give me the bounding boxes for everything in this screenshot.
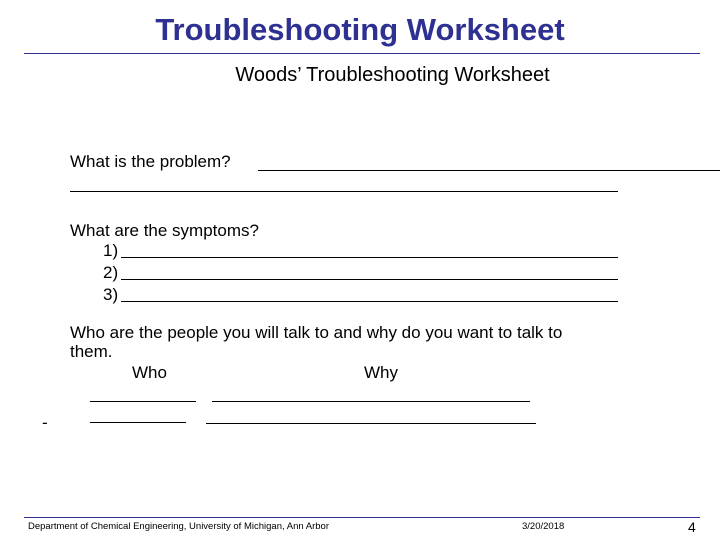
who-answer-line-2[interactable] [90,422,186,423]
symptom-number-2: 2) [103,263,119,282]
slide-title: Troubleshooting Worksheet [155,12,565,47]
why-column-header: Why [364,363,398,382]
bullet-dash: - [42,413,48,432]
symptom-number-1: 1) [103,241,119,260]
problem-answer-line-1[interactable] [258,170,720,171]
symptom-answer-line-2[interactable] [121,279,618,280]
who-answer-line-1[interactable] [90,401,196,402]
footer-divider [24,517,700,518]
worksheet-subtitle: Woods’ Troubleshooting Worksheet [235,64,550,86]
problem-answer-line-2[interactable] [70,191,618,192]
who-column-header: Who [132,363,167,382]
why-answer-line-2[interactable] [206,423,536,424]
footer-date: 3/20/2018 [522,521,565,532]
people-prompt-line-2: them. [70,342,113,361]
symptoms-prompt: What are the symptoms? [70,221,259,240]
symptom-answer-line-1[interactable] [121,257,618,258]
why-answer-line-1[interactable] [212,401,530,402]
symptom-number-3: 3) [103,285,119,304]
footer-department: Department of Chemical Engineering, University of Michigan, Ann Arbor [28,521,329,532]
problem-prompt: What is the problem? [70,152,231,171]
title-divider [24,53,700,54]
symptom-answer-line-3[interactable] [121,301,618,302]
people-prompt-line-1: Who are the people you will talk to and why do you want to talk to [70,323,563,342]
page-number: 4 [688,519,696,535]
